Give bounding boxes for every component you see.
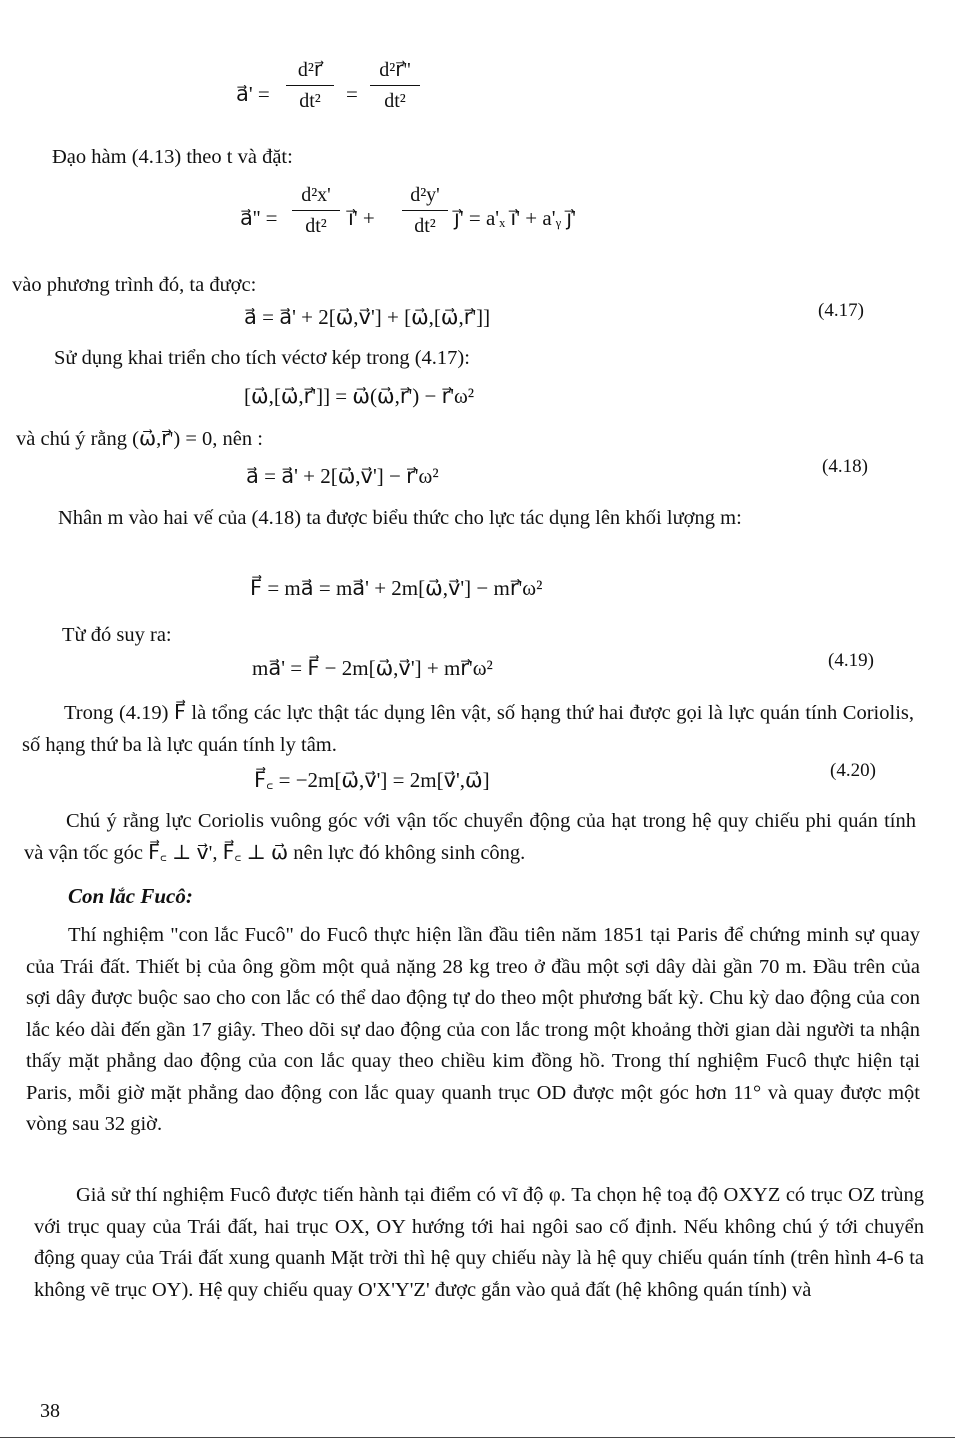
page-bottom-rule [0,1437,955,1438]
equation-4-18: a⃗ = a⃗' + 2[ω⃗,v⃗'] − r⃗'ω² [246,464,439,488]
text-expansion: Sử dụng khai triển cho tích véctơ kép trong (4.17): [54,347,470,369]
eq-b-mid: i⃗' + [348,206,375,230]
eq-a-fraction-1: d²r⃗ dt² [286,58,334,113]
section-heading-foucault: Con lắc Fucô: [68,884,193,908]
equation-number-4-19: (4.19) [828,650,874,671]
paragraph-foucault-setup: Giả sử thí nghiệm Fucô được tiến hành tại điểm có vĩ độ φ. Ta chọn hệ toạ độ OXYZ có trục OZ trùng với trục quay của Trái đất, hai trục OX, OY hướng tới hai ngôi sao cố định. Nếu không chú ý tới chuyển động quay của Trái đất xung quanh Mặt trời thì hệ quy chiếu này là hệ quy chiếu quán tính (trên hình 4-6 ta không vẽ trục OY). Hệ quy chiếu quay O'X'Y'Z' được gắn vào quả đất (hệ không quán tính) và [34,1184,924,1301]
text-substitute: vào phương trình đó, ta được: [12,274,257,296]
equation-number-4-18: (4.18) [822,456,868,477]
eq-a-lhs: a⃗' = [236,82,270,106]
text-note-zero: và chú ý rằng (ω⃗,r⃗') = 0, nên : [16,428,263,450]
eq-b-lhs: a⃗'' = [240,206,278,230]
equation-force: F⃗ = ma⃗ = ma⃗' + 2m[ω⃗,v⃗'] − mr⃗'ω² [250,576,543,600]
equation-number-4-20: (4.20) [830,760,876,781]
paragraph-foucault-experiment: Thí nghiệm "con lắc Fucô" do Fucô thực hiện lần đầu tiên năm 1851 tại Paris để chứng minh sự quay của Trái đất. Thiết bị của ông gồm một quả nặng 28 kg treo ở đầu một sợi dây dài gần 70 m. Đầu trên của sợi dây được buộc sao cho con lắc có thể dao động tự do theo một phương bất kỳ. Chu kỳ dao động của con lắc kéo dài đến gần 17 giây. Theo dõi sự dao động của con lắc trong một khoảng thời gian dài người ta nhận thấy mặt phẳng dao động của con lắc quay theo chiều kim đồng hồ. Trong thí nghiệm Fucô thực hiện tại Paris, mỗi giờ mặt phẳng dao động con lắc quay quanh trục OD được một góc hơn 11° và quay được một vòng sau 32 giờ. [26,924,920,1135]
text-coriolis-perpendicular: Chú ý rằng lực Coriolis vuông góc với vận tốc chuyển động của hạt trong hệ quy chiếu phi quán tính và vận tốc góc F⃗꜀ ⊥ v⃗', F⃗꜀ ⊥ ω⃗ nên lực đó không sinh công. [24,810,916,864]
page-number: 38 [40,1400,60,1422]
equation-triple-product: [ω⃗,[ω⃗,r⃗']] = ω⃗(ω⃗,r⃗') − r⃗'ω² [244,384,475,408]
eq-b-fraction-2: d²y' dt² [402,183,448,238]
equation-4-19: ma⃗' = F⃗ − 2m[ω⃗,v⃗'] + mr⃗'ω² [252,656,493,680]
equation-number-4-17: (4.17) [818,300,864,321]
eq-b-rhs: j⃗' = a'ₓ i⃗' + a'ᵧ j⃗' [454,206,576,230]
text-thus: Từ đó suy ra: [62,624,172,646]
eq-b-fraction-1: d²x' dt² [292,183,340,238]
eq-a-equals: = [346,82,358,106]
text-coriolis-definition: Trong (4.19) F⃗ là tổng các lực thật tác dụng lên vật, số hạng thứ hai được gọi là lực quán tính Coriolis, số hạng thứ ba là lực quán tính ly tâm. [22,702,914,756]
text-derivative: Đạo hàm (4.13) theo t và đặt: [52,146,293,168]
eq-a-fraction-2: d²r⃗'' dt² [370,58,420,113]
equation-4-20: F⃗꜀ = −2m[ω⃗,v⃗'] = 2m[v⃗',ω⃗] [254,768,490,792]
equation-4-17: a⃗ = a⃗' + 2[ω⃗,v⃗'] + [ω⃗,[ω⃗,r⃗']] [244,305,491,329]
text-multiply-mass: Nhân m vào hai vế của (4.18) ta được biểu thức cho lực tác dụng lên khối lượng m: [58,507,742,529]
